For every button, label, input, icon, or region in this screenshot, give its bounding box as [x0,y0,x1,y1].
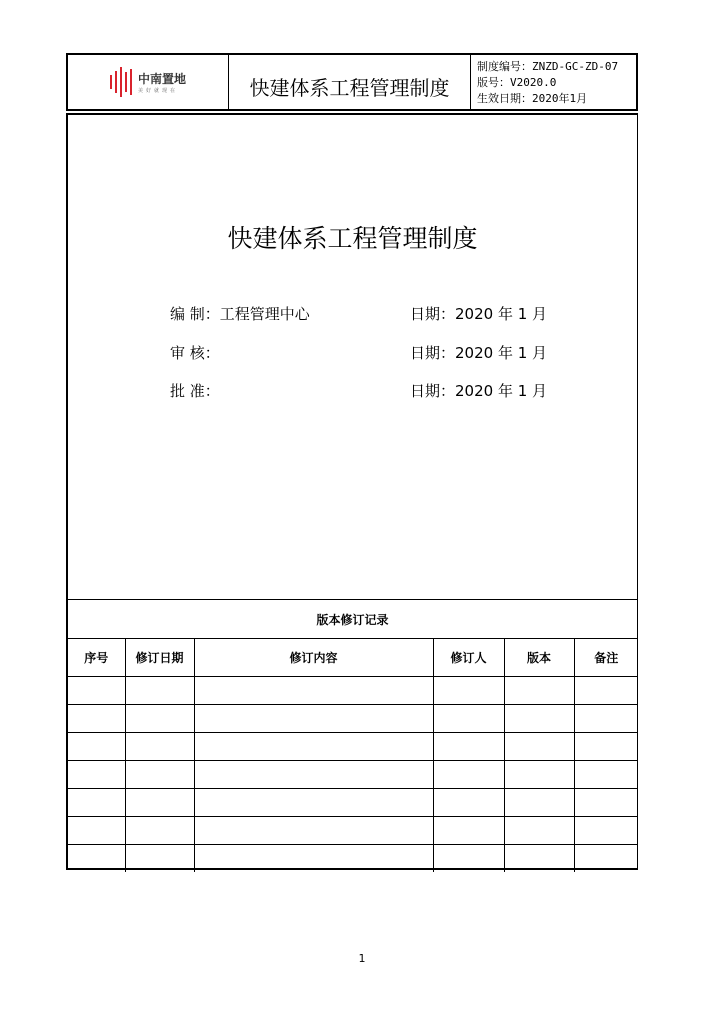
header-table [66,53,638,111]
page-number: 1 [358,952,366,965]
header-meta [471,55,636,109]
table-row [68,761,638,789]
reviewer-date: 日期：2020 年 1 月 [410,344,548,362]
approver-date: 日期：2020 年 1 月 [410,382,548,400]
table-row [68,845,638,873]
col-remark: 备注 [574,639,638,677]
company-logo [68,55,229,109]
revision-title: 版本修订记录 [68,599,637,639]
revision-header-row [68,639,638,677]
table-row [68,705,638,733]
compiler-label: 编 制：工程管理中心 [170,305,310,323]
doc-version: 版号：V2020.0 [477,76,557,89]
col-version: 版本 [504,639,574,677]
col-date: 修订日期 [125,639,194,677]
col-reviser: 修订人 [433,639,504,677]
compiler-date: 日期：2020 年 1 月 [410,305,548,323]
cover-body [66,113,638,870]
approver-label: 批 准： [170,382,220,400]
cover-title: 快建体系工程管理制度 [227,224,478,253]
col-content: 修订内容 [194,639,433,677]
logo-bars-icon [110,67,132,97]
reviewer-label: 审 核： [170,344,220,362]
effective-date: 生效日期：2020年1月 [477,92,588,105]
logo-slogan: 美好就现在 [137,88,178,94]
doc-number: 制度编号：ZNZD-GC-ZD-07 [477,60,619,73]
table-row [68,677,638,705]
col-seq: 序号 [68,639,125,677]
header-title: 快建体系工程管理制度 [229,55,471,109]
table-row [68,733,638,761]
table-row [68,789,638,817]
logo-name: 中南置地 [137,72,186,86]
revision-table [68,638,638,872]
table-row [68,817,638,845]
